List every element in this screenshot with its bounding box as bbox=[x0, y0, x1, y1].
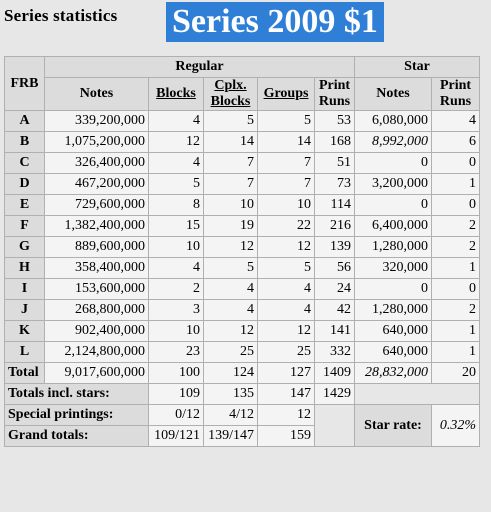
cplx-blocks-cell: 4 bbox=[204, 279, 258, 300]
frb-row bbox=[5, 342, 480, 363]
groups-cell: 4 bbox=[258, 279, 315, 300]
frb-label: G bbox=[5, 237, 45, 258]
star-runs-cell: 6 bbox=[432, 132, 480, 153]
cplx-blocks-cell: 10 bbox=[204, 195, 258, 216]
star-notes-cell: 6,080,000 bbox=[355, 111, 432, 132]
frb-row bbox=[5, 321, 480, 342]
special-printings-cplx: 4/12 bbox=[204, 405, 258, 426]
special-printings-label: Special printings: bbox=[5, 405, 149, 426]
totals-incl-stars-row bbox=[5, 384, 480, 405]
totals-incl-stars-blocks: 109 bbox=[149, 384, 204, 405]
frb-label: F bbox=[5, 216, 45, 237]
grand-totals-blocks: 109/121 bbox=[149, 426, 204, 447]
star-rate-label: Star rate: bbox=[355, 405, 432, 447]
notes-cell: 153,600,000 bbox=[45, 279, 149, 300]
notes-cell: 358,400,000 bbox=[45, 258, 149, 279]
star-notes-cell: 3,200,000 bbox=[355, 174, 432, 195]
star-notes-cell: 640,000 bbox=[355, 321, 432, 342]
groups-cell: 4 bbox=[258, 300, 315, 321]
blocks-cell: 2 bbox=[149, 279, 204, 300]
frb-row bbox=[5, 153, 480, 174]
notes-cell: 902,400,000 bbox=[45, 321, 149, 342]
star-notes-header: Notes bbox=[355, 78, 432, 111]
cplx-blocks-cell: 12 bbox=[204, 321, 258, 342]
notes-cell: 1,075,200,000 bbox=[45, 132, 149, 153]
frb-label: C bbox=[5, 153, 45, 174]
blocks-cell: 10 bbox=[149, 321, 204, 342]
total-cplx-blocks: 124 bbox=[204, 363, 258, 384]
blocks-cell: 12 bbox=[149, 132, 204, 153]
grand-totals-cplx: 139/147 bbox=[204, 426, 258, 447]
cplx-blocks-cell: 14 bbox=[204, 132, 258, 153]
blocks-cell: 15 bbox=[149, 216, 204, 237]
frb-row bbox=[5, 111, 480, 132]
frb-rows bbox=[5, 111, 480, 363]
star-runs-cell: 2 bbox=[432, 237, 480, 258]
frb-label: I bbox=[5, 279, 45, 300]
cplx-blocks-cell: 5 bbox=[204, 258, 258, 279]
grand-totals-label: Grand totals: bbox=[5, 426, 149, 447]
groups-cell: 5 bbox=[258, 258, 315, 279]
star-group-header: Star bbox=[355, 57, 480, 78]
total-blocks: 100 bbox=[149, 363, 204, 384]
frb-row bbox=[5, 258, 480, 279]
print-runs-cell: 53 bbox=[315, 111, 355, 132]
total-print-runs: 1409 bbox=[315, 363, 355, 384]
print-runs-cell: 56 bbox=[315, 258, 355, 279]
blocks-cell: 10 bbox=[149, 237, 204, 258]
print-runs-cell: 114 bbox=[315, 195, 355, 216]
star-runs-cell: 1 bbox=[432, 321, 480, 342]
groups-cell: 22 bbox=[258, 216, 315, 237]
total-star-notes: 28,832,000 bbox=[355, 363, 432, 384]
print-runs-cell: 42 bbox=[315, 300, 355, 321]
groups-cell: 5 bbox=[258, 111, 315, 132]
frb-label: D bbox=[5, 174, 45, 195]
star-runs-cell: 2 bbox=[432, 300, 480, 321]
notes-cell: 268,800,000 bbox=[45, 300, 149, 321]
star-notes-cell: 1,280,000 bbox=[355, 300, 432, 321]
print-runs-header: Print Runs bbox=[315, 78, 355, 111]
blank-cell bbox=[315, 405, 355, 447]
cplx-blocks-cell: 4 bbox=[204, 300, 258, 321]
star-runs-cell: 2 bbox=[432, 216, 480, 237]
totals-incl-stars-label: Totals incl. stars: bbox=[5, 384, 149, 405]
star-runs-cell: 1 bbox=[432, 174, 480, 195]
total-star-runs: 20 bbox=[432, 363, 480, 384]
star-rate-value: 0.32% bbox=[432, 405, 480, 447]
groups-cell: 7 bbox=[258, 153, 315, 174]
blank-cell bbox=[355, 384, 480, 405]
blocks-cell: 23 bbox=[149, 342, 204, 363]
groups-cell: 12 bbox=[258, 237, 315, 258]
grand-totals-groups: 159 bbox=[258, 426, 315, 447]
blocks-cell: 4 bbox=[149, 111, 204, 132]
star-notes-cell: 0 bbox=[355, 195, 432, 216]
total-label: Total bbox=[5, 363, 45, 384]
groups-header-link[interactable]: Groups bbox=[258, 78, 315, 111]
cplx-blocks-header-link[interactable]: Cplx. Blocks bbox=[204, 78, 258, 111]
star-notes-cell: 1,280,000 bbox=[355, 237, 432, 258]
notes-cell: 326,400,000 bbox=[45, 153, 149, 174]
print-runs-cell: 141 bbox=[315, 321, 355, 342]
frb-label: E bbox=[5, 195, 45, 216]
frb-header: FRB bbox=[5, 57, 45, 111]
star-runs-cell: 4 bbox=[432, 111, 480, 132]
frb-label: J bbox=[5, 300, 45, 321]
frb-label: H bbox=[5, 258, 45, 279]
cplx-blocks-cell: 7 bbox=[204, 174, 258, 195]
star-runs-cell: 1 bbox=[432, 258, 480, 279]
star-runs-cell: 0 bbox=[432, 153, 480, 174]
print-runs-cell: 332 bbox=[315, 342, 355, 363]
series-stats-table bbox=[4, 56, 480, 447]
print-runs-cell: 139 bbox=[315, 237, 355, 258]
frb-label: K bbox=[5, 321, 45, 342]
cplx-blocks-cell: 7 bbox=[204, 153, 258, 174]
notes-cell: 889,600,000 bbox=[45, 237, 149, 258]
total-row bbox=[5, 363, 480, 384]
cplx-blocks-cell: 5 bbox=[204, 111, 258, 132]
regular-group-header: Regular bbox=[45, 57, 355, 78]
print-runs-cell: 24 bbox=[315, 279, 355, 300]
notes-cell: 339,200,000 bbox=[45, 111, 149, 132]
special-printings-blocks: 0/12 bbox=[149, 405, 204, 426]
frb-row bbox=[5, 216, 480, 237]
total-groups: 127 bbox=[258, 363, 315, 384]
blocks-cell: 4 bbox=[149, 258, 204, 279]
cplx-blocks-cell: 25 bbox=[204, 342, 258, 363]
star-notes-cell: 6,400,000 bbox=[355, 216, 432, 237]
print-runs-cell: 216 bbox=[315, 216, 355, 237]
blocks-cell: 5 bbox=[149, 174, 204, 195]
notes-header: Notes bbox=[45, 78, 149, 111]
notes-cell: 2,124,800,000 bbox=[45, 342, 149, 363]
notes-cell: 1,382,400,000 bbox=[45, 216, 149, 237]
notes-cell: 467,200,000 bbox=[45, 174, 149, 195]
totals-incl-stars-cplx: 135 bbox=[204, 384, 258, 405]
notes-cell: 729,600,000 bbox=[45, 195, 149, 216]
star-notes-cell: 0 bbox=[355, 153, 432, 174]
totals-incl-stars-runs: 1429 bbox=[315, 384, 355, 405]
blocks-cell: 8 bbox=[149, 195, 204, 216]
print-runs-cell: 168 bbox=[315, 132, 355, 153]
star-print-runs-header: Print Runs bbox=[432, 78, 480, 111]
frb-row bbox=[5, 132, 480, 153]
page-heading: Series statistics bbox=[4, 6, 118, 25]
blocks-cell: 4 bbox=[149, 153, 204, 174]
frb-label: A bbox=[5, 111, 45, 132]
groups-cell: 10 bbox=[258, 195, 315, 216]
print-runs-cell: 73 bbox=[315, 174, 355, 195]
frb-row bbox=[5, 300, 480, 321]
star-runs-cell: 0 bbox=[432, 279, 480, 300]
special-printings-groups: 12 bbox=[258, 405, 315, 426]
series-title: Series 2009 $1 bbox=[166, 2, 384, 42]
star-notes-cell: 8,992,000 bbox=[355, 132, 432, 153]
frb-label: L bbox=[5, 342, 45, 363]
frb-row bbox=[5, 279, 480, 300]
print-runs-cell: 51 bbox=[315, 153, 355, 174]
star-runs-cell: 1 bbox=[432, 342, 480, 363]
groups-cell: 14 bbox=[258, 132, 315, 153]
total-notes: 9,017,600,000 bbox=[45, 363, 149, 384]
frb-row bbox=[5, 195, 480, 216]
star-notes-cell: 640,000 bbox=[355, 342, 432, 363]
blocks-header-link[interactable]: Blocks bbox=[149, 78, 204, 111]
frb-row bbox=[5, 237, 480, 258]
frb-row bbox=[5, 174, 480, 195]
groups-cell: 12 bbox=[258, 321, 315, 342]
groups-cell: 7 bbox=[258, 174, 315, 195]
totals-incl-stars-groups: 147 bbox=[258, 384, 315, 405]
star-notes-cell: 320,000 bbox=[355, 258, 432, 279]
groups-cell: 25 bbox=[258, 342, 315, 363]
special-printings-row bbox=[5, 405, 480, 426]
star-runs-cell: 0 bbox=[432, 195, 480, 216]
star-notes-cell: 0 bbox=[355, 279, 432, 300]
cplx-blocks-cell: 19 bbox=[204, 216, 258, 237]
frb-label: B bbox=[5, 132, 45, 153]
blocks-cell: 3 bbox=[149, 300, 204, 321]
cplx-blocks-cell: 12 bbox=[204, 237, 258, 258]
